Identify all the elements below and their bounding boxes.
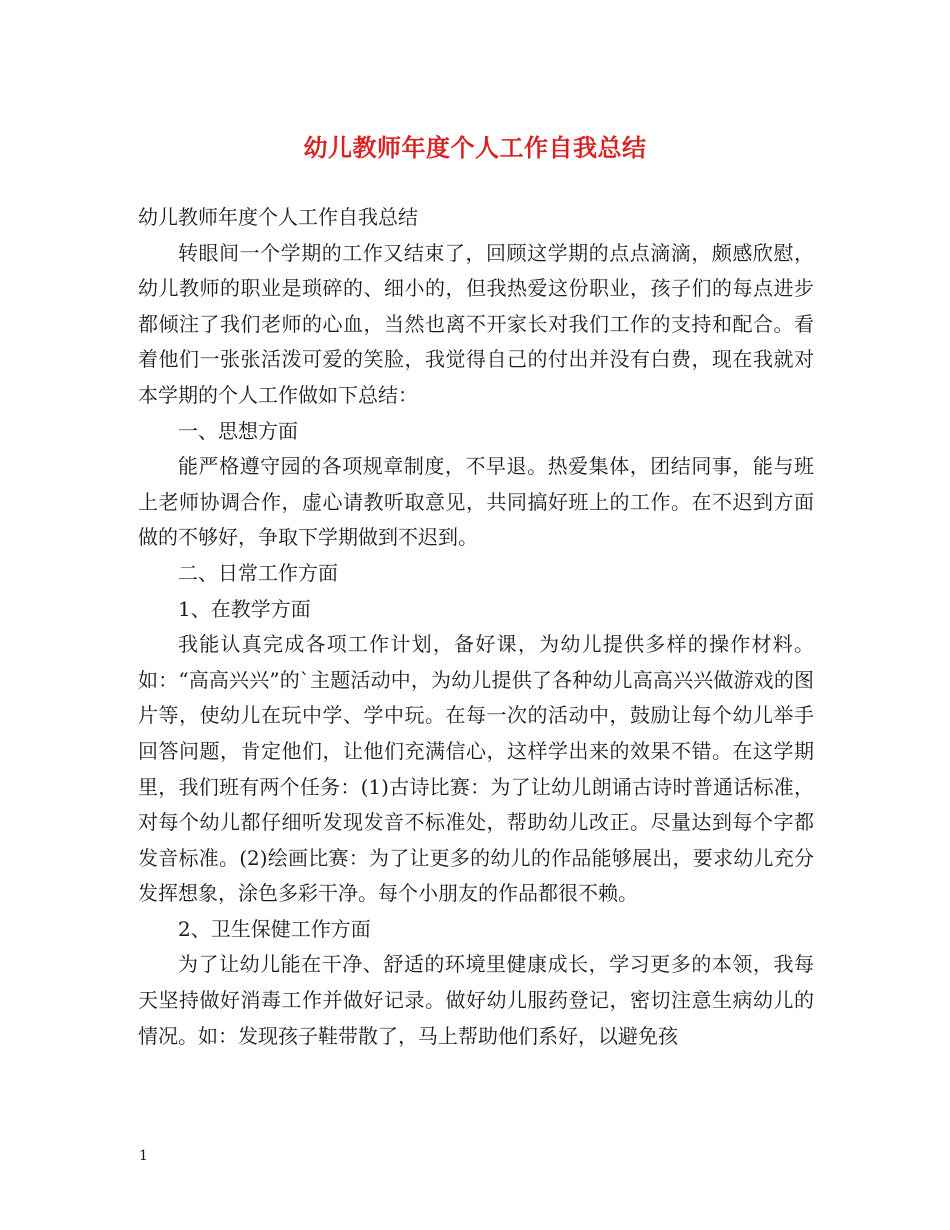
page-number: 1 (139, 1148, 148, 1164)
section-heading-thought: 一、思想方面 (178, 418, 298, 443)
subsection-heading-health: 2、卫生保健工作方面 (178, 916, 371, 941)
body-heading: 幼儿教师年度个人工作自我总结 (138, 205, 418, 229)
document-body (138, 200, 814, 1054)
paragraph-health: 为了让幼儿能在干净、舒适的环境里健康成长，学习更多的本领，我每天坚持做好消毒工作并做好记录。做好幼儿服药登记，密切注意生病幼儿的情况。如：发现孩子鞋带散了，马上帮助他们系好，以避免孩 (138, 952, 814, 1048)
document-title: 幼儿教师年度个人工作自我总结 (303, 133, 647, 162)
paragraph-thought: 能严格遵守园的各项规章制度，不早退。热爱集体，团结同事，能与班上老师协调合作，虚心请教听取意见，共同搞好班上的工作。在不迟到方面做的不够好，争取下学期做到不迟到。 (138, 454, 814, 550)
paragraph-intro: 转眼间一个学期的工作又结束了，回顾这学期的点点滴滴，颇感欣慰，幼儿教师的职业是琐碎的、细小的，但我热爱这份职业，孩子们的每点进步都倾注了我们老师的心血，当然也离不开家长对我们工作的支持和配合。看着他们一张张活泼可爱的笑脸，我觉得自己的付出并没有白费，现在我就对本学期的个人工作做如下总结： (138, 240, 814, 407)
subsection-heading-teaching: 1、在教学方面 (178, 596, 311, 621)
section-heading-daily-work: 二、日常工作方面 (178, 560, 338, 585)
paragraph-teaching: 我能认真完成各项工作计划，备好课，为幼儿提供多样的操作材料。如：“高高兴兴”的`主题活动中，为幼儿提供了各种幼儿高高兴兴做游戏的图片等，使幼儿在玩中学、学中玩。在每一次的活动中，鼓励让每个幼儿举手回答问题，肯定他们，让他们充满信心，这样学出来的效果不错。在这学期里，我们班有两个任务：(1)古诗比赛：为了让幼儿朗诵古诗时普通话标准，对每个幼儿都仔细听发现发音不标准处，帮助幼儿改正。尽量达到每个字都发音标准。(2)绘画比赛：为了让更多的幼儿的作品能够展出，要求幼儿充分发挥想象，涂色多彩干净。每个小朋友的作品都很不赖。 (138, 632, 814, 906)
